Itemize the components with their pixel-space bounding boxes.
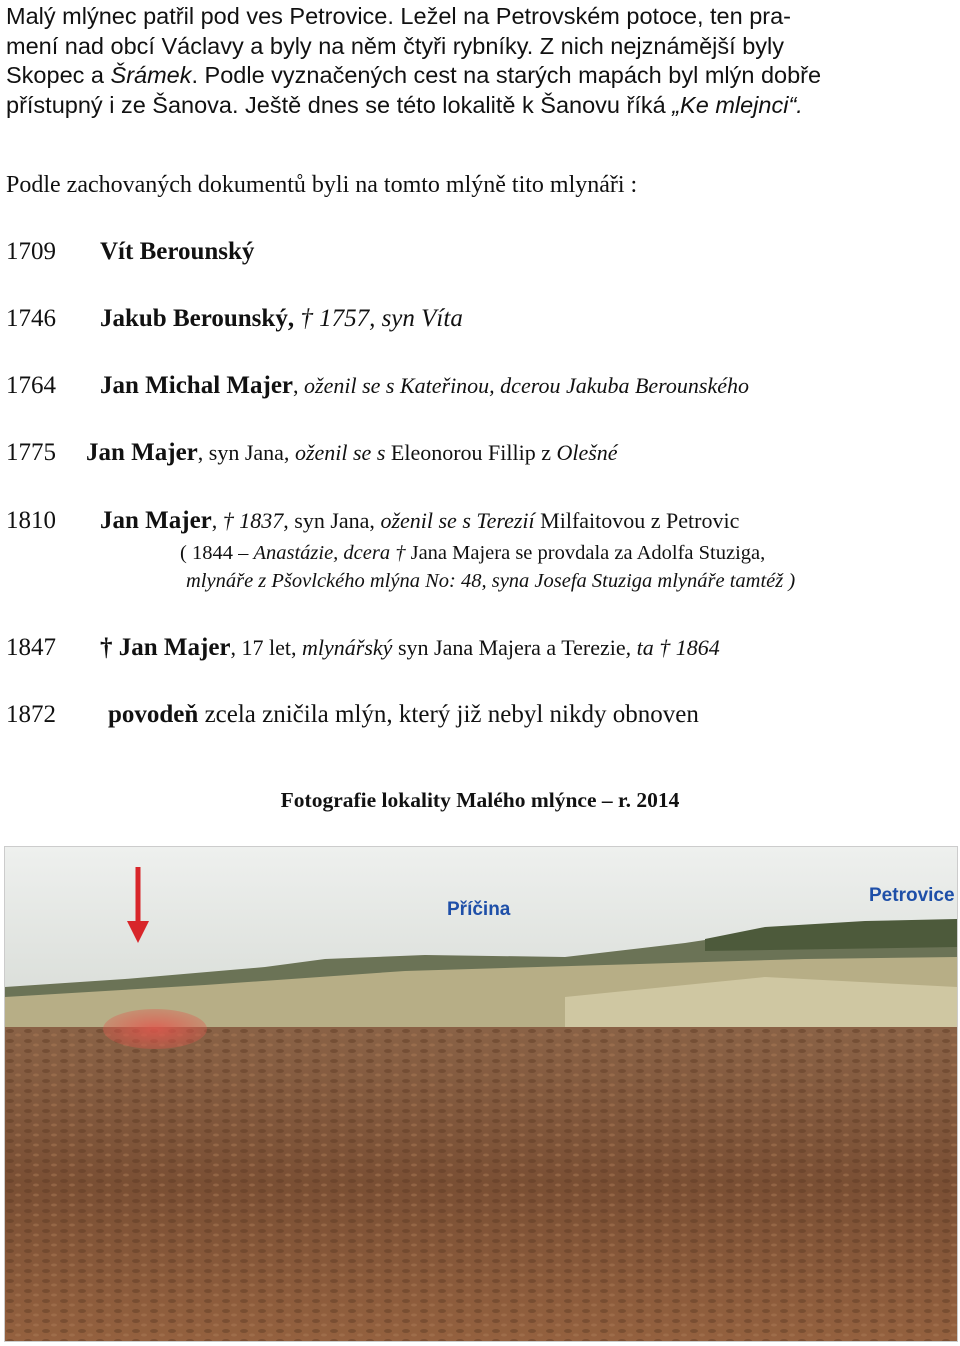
entry-1746	[6, 303, 463, 335]
entry-death: † 1837	[222, 508, 284, 533]
entry-1810-note-1	[180, 540, 765, 567]
entry-text: ,	[211, 508, 223, 533]
entry-year: 1872	[6, 701, 56, 728]
entry-1810	[6, 505, 739, 537]
entry-detail: † 1757, syn Víta	[294, 305, 463, 332]
entry-name: Jan Majer	[100, 507, 212, 534]
entry-name: povodeň	[108, 701, 199, 728]
intro-text: přístupný i ze Šanova. Ještě dnes se této lokalitě k Šanovu říká	[6, 91, 673, 118]
entry-year: 1775	[6, 439, 56, 466]
pond-name: Šrámek	[110, 62, 192, 88]
intro-line-3	[6, 61, 946, 91]
entry-text: Milfaitovou z Petrovic	[540, 508, 740, 533]
entry-text: , 17 let,	[230, 635, 303, 660]
entry-year: 1847	[6, 634, 56, 661]
entry-text: , syn Jana,	[283, 508, 381, 533]
note-detail: Pšovlckého mlýna No: 48, syna Josefa Stuziga mlynáře tamtéž )	[271, 570, 796, 592]
entry-name: Jakub Berounský,	[100, 305, 295, 332]
note-detail: Anastázie, dcera †	[253, 542, 411, 564]
entry-1764	[6, 370, 749, 402]
entry-year: 1764	[6, 372, 56, 399]
intro-text: Skopec a	[6, 62, 111, 88]
intro-text: . Podle vyznačených cest na starých mapách byl mlýn dobře	[191, 62, 822, 88]
landscape-photo	[4, 846, 958, 1342]
label-petrovice: Petrovice	[869, 885, 955, 906]
entry-detail: oženil se s	[294, 440, 391, 465]
millers-lead: Podle zachovaných dokumentů byli na tomto mlýně tito mlynáři :	[6, 172, 638, 198]
intro-paragraph	[6, 0, 946, 120]
entry-detail: oženil se s Terezií	[380, 508, 541, 533]
note-text: Jana Majera se provdala za Adolfa Stuziga,	[410, 542, 766, 564]
entry-death: , ta † 1864	[625, 635, 720, 660]
entry-text: , syn Jana,	[197, 440, 295, 465]
local-name: „Ke mlejnci“.	[672, 91, 803, 118]
entry-text: syn Jana Majera a Terezie	[392, 635, 626, 660]
intro-line-1: Malý mlýnec patřil pod ves Petrovice. Ležel na Petrovském potoce, ten pra-	[6, 3, 792, 29]
photo-caption: Fotografie lokality Malého mlýnce – r. 2014	[280, 788, 680, 812]
entry-detail: oženil se s Kateřinou, dcerou Jakuba Berounského	[298, 373, 750, 398]
note-text: ( 1844 –	[180, 542, 254, 564]
entry-1810-note-2	[186, 568, 795, 595]
label-pricina: Příčina	[447, 899, 511, 920]
field-texture	[5, 1027, 957, 1341]
dagger-symbol: †	[100, 634, 119, 661]
entry-name: Jan Majer	[118, 634, 231, 661]
mill-location-mark	[103, 1009, 207, 1049]
entry-year: 1810	[6, 507, 56, 534]
intro-line-2: mení nad obcí Václavy a byly na něm čtyři rybníky. Z nich nejznámější byly	[6, 32, 785, 59]
entry-detail: mlynářský	[302, 635, 393, 660]
entry-1775	[6, 437, 618, 469]
entry-text: Eleonorou Fillip z	[390, 440, 557, 465]
entry-text: zcela zničila mlýn, který již nebyl nikdy obnoven	[198, 701, 699, 728]
entry-name: Vít Berounský	[100, 238, 255, 265]
entry-name: Jan Michal Majer	[100, 372, 294, 399]
entry-1709	[6, 236, 254, 268]
entry-text: ,	[293, 373, 299, 398]
entry-name: Jan Majer	[86, 439, 198, 466]
entry-year: 1709	[6, 238, 56, 265]
entry-1872	[6, 699, 699, 731]
intro-line-4	[6, 91, 946, 121]
note-detail: mlynáře z	[186, 570, 272, 592]
entry-1847	[6, 632, 720, 664]
entry-year: 1746	[6, 305, 56, 332]
entry-place: Olešné	[556, 440, 618, 465]
